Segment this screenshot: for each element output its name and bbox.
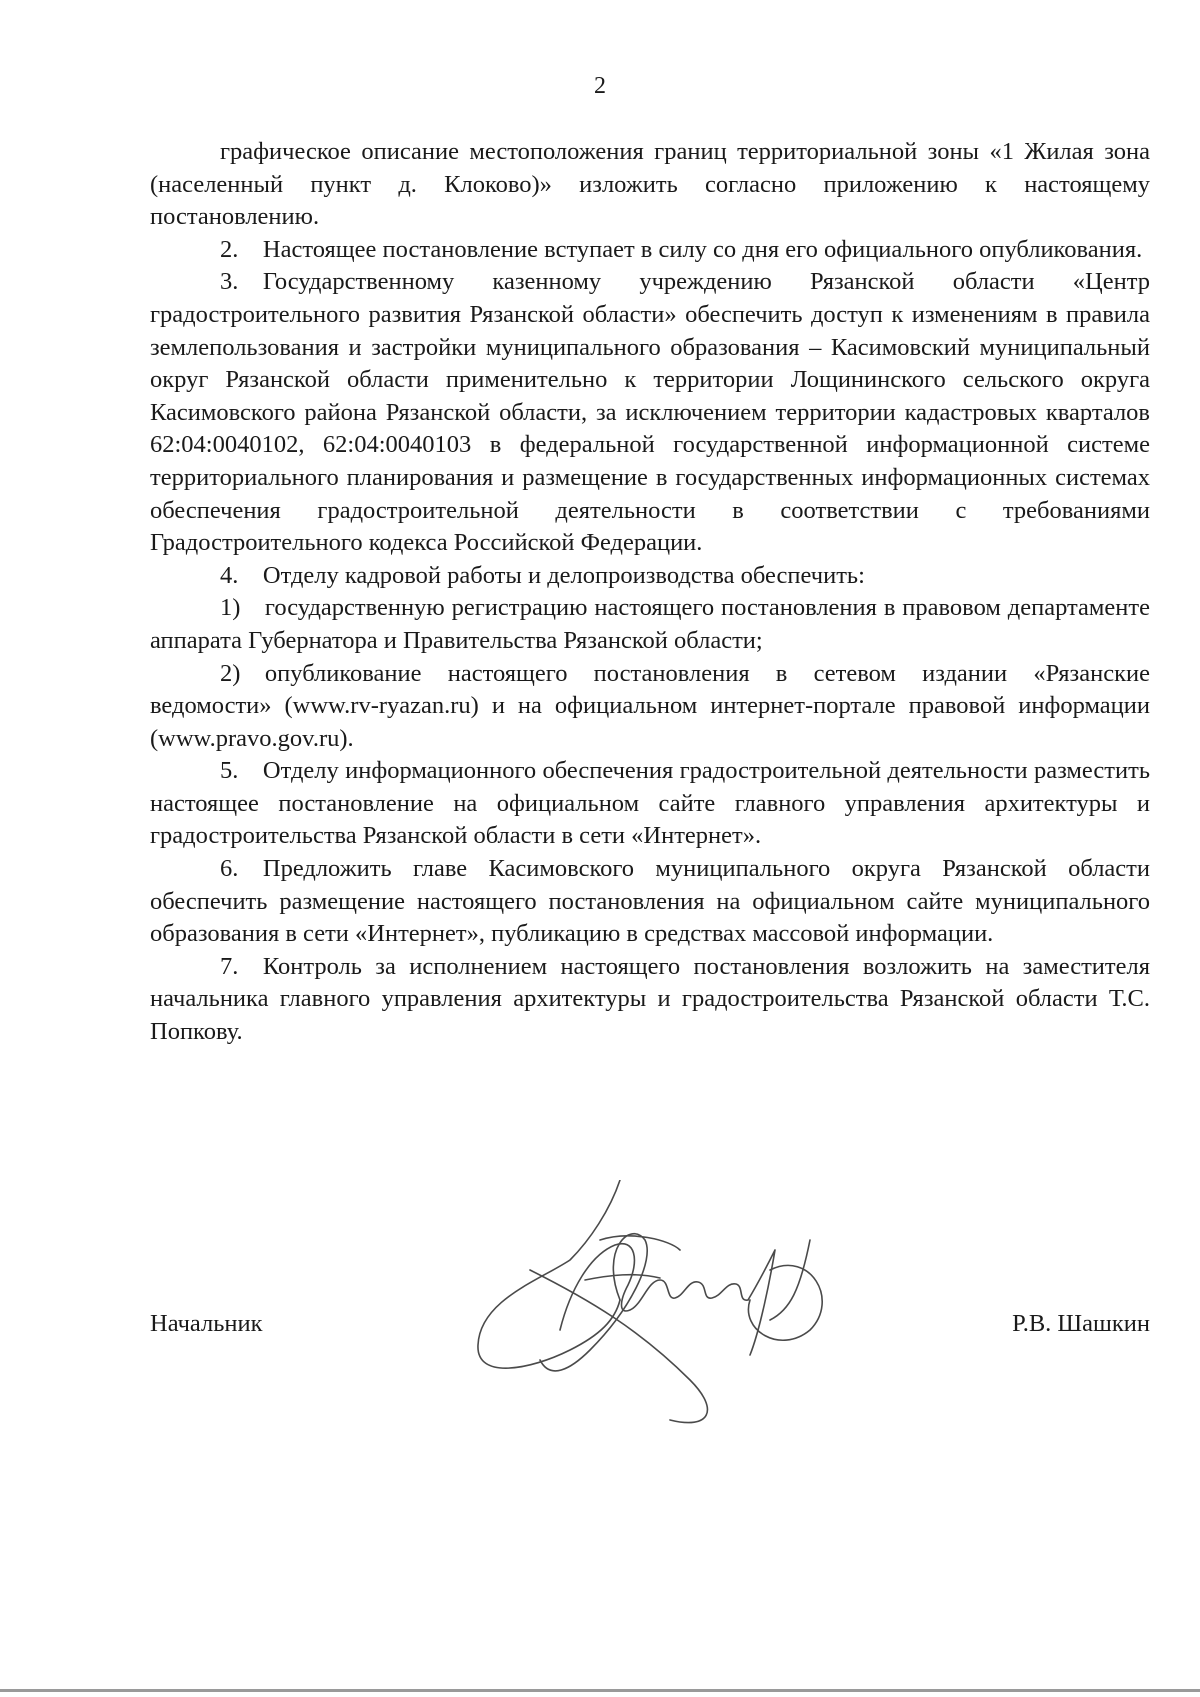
paragraph-zone-description: графическое описание местоположения границ территориальной зоны «1 Жилая зона (населенный пункт д. Клоково)» изложить согласно приложению к настоящему постановлению. bbox=[150, 138, 1150, 231]
signature-block bbox=[150, 1300, 1150, 1340]
signatory-title: Начальник bbox=[150, 1310, 263, 1337]
page-bottom-edge bbox=[0, 1689, 1200, 1692]
paragraph-item-6: 6. Предложить главе Касимовского муниципального округа Рязанской области обеспечить размещение настоящего постановления на официальном сайте муниципального образования в сети «Интернет», публикацию в средствах массовой информации. bbox=[150, 855, 1150, 948]
signatory-name: Р.В. Шашкин bbox=[1012, 1310, 1150, 1337]
paragraph-item-4-1: 1) государственную регистрацию настоящего постановления в правовом департаменте аппарата Губернатора и Правительства Рязанской области; bbox=[150, 594, 1150, 654]
paragraph-item-4-2: 2) опубликование настоящего постановления в сетевом издании «Рязанские ведомости» (www.rv-ryazan.ru) и на официальном интернет-портале правовой информации (www.pravo.gov.ru). bbox=[150, 659, 1150, 752]
paragraph-item-7: 7. Контроль за исполнением настоящего постановления возложить на заместителя начальника главного управления архитектуры и градостроительства Рязанской области Т.С. Попкову. bbox=[150, 952, 1150, 1046]
paragraph-item-2: 2. Настоящее постановление вступает в силу со дня его официального опубликования. bbox=[220, 235, 1143, 263]
paragraph-item-3: 3. Государственному казенному учреждению Рязанской области «Центр градостроительного развития Рязанской области» обеспечить доступ к изменениям в правила землепользования и застройки муниципального образования – Касимовский муниципальный округ Рязанской области применительно к территории Лощининского сельского округа Касимовского района Рязанской области, за исключением территории кадастровых кварталов 62:04:0040102, 62:04:0040103 в федеральной государственной информационной системе территориального планирования и размещение в государственных информационных системах обеспечения градостроительной деятельности в соответствии с требованиями Градостроительного кодекса Российской Федерации. bbox=[150, 268, 1150, 557]
paragraph-item-5: 5. Отделу информационного обеспечения градостроительной деятельности разместить настоящее постановление на официальном сайте главного управления архитектуры и градостроительства Рязанской области в сети «Интернет». bbox=[150, 757, 1150, 850]
paragraph-item-4: 4. Отделу кадровой работы и делопроизводства обеспечить: bbox=[220, 561, 865, 589]
page-number: 2 bbox=[594, 73, 606, 99]
document-body bbox=[150, 136, 1150, 1049]
